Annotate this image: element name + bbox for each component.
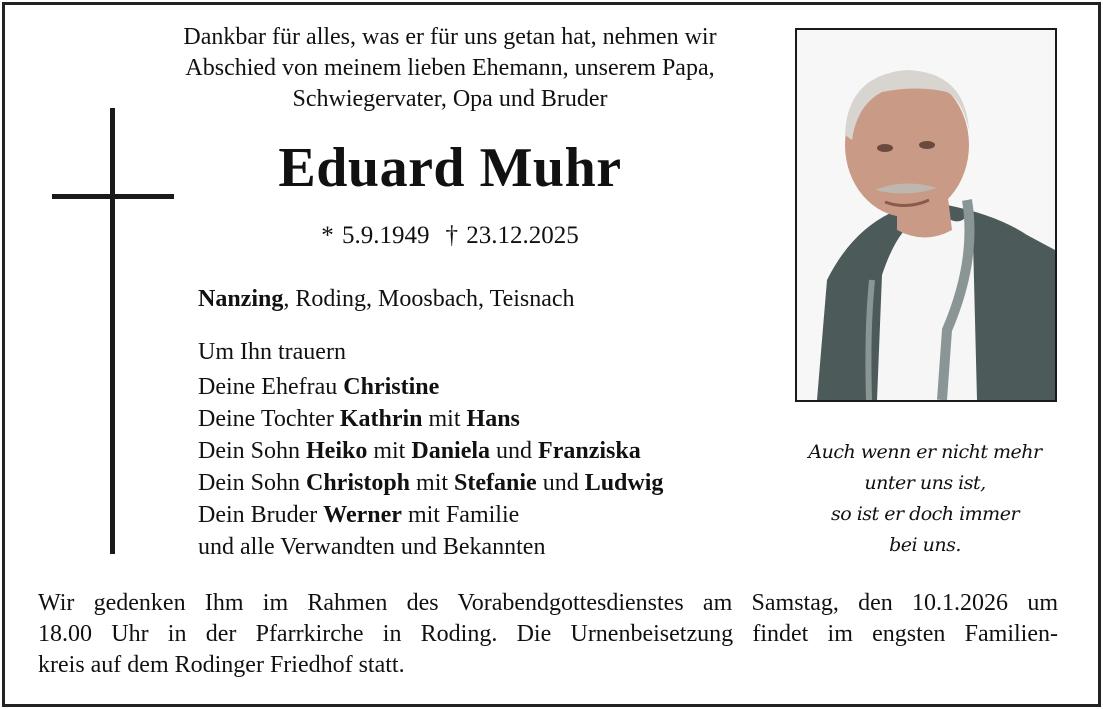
life-dates: [105, 220, 795, 252]
cross-icon: [110, 108, 115, 554]
intro-line: Abschied von meinem lieben Ehemann, unserem Papa,: [185, 55, 715, 81]
mourner-line: Deine Tochter Kathrin mit Hans: [198, 406, 520, 432]
places: [198, 284, 575, 314]
notice-line: kreis auf dem Rodinger Friedhof statt.: [38, 652, 405, 678]
portrait-photo: [795, 28, 1057, 402]
place-main: Nanzing: [198, 286, 284, 312]
quote-line: bei uns.: [889, 534, 961, 556]
notice-line: Wir gedenken Ihm im Rahmen des Vorabendgottesdienstes am Samstag, den 10.1.2026 um: [38, 590, 1058, 616]
memorial-quote: [790, 437, 1060, 561]
death-date: † 23.12.2025: [445, 222, 579, 249]
intro-line: Schwiegervater, Opa und Bruder: [292, 86, 608, 112]
mourner-line: und alle Verwandten und Bekannten: [198, 534, 546, 560]
deceased-name: Eduard Muhr: [278, 137, 622, 199]
intro-text: [105, 22, 795, 115]
cross-icon-bar: [52, 194, 174, 199]
mourners-intro: Um Ihn trauern: [198, 339, 346, 365]
notice-line: 18.00 Uhr in der Pfarrkirche in Roding. Die Urnenbeisetzung findet im engsten Familien-: [38, 621, 1058, 647]
mourners-list: [198, 371, 663, 563]
portrait-illustration: [797, 30, 1055, 400]
mourner-line: Dein Sohn Heiko mit Daniela und Franziska: [198, 438, 641, 464]
birth-date: * 5.9.1949: [321, 222, 430, 249]
quote-line: unter uns ist,: [864, 472, 986, 494]
quote-line: so ist er doch immer: [830, 503, 1020, 525]
place-rest: , Roding, Moosbach, Teisnach: [283, 286, 575, 312]
intro-line: Dankbar für alles, was er für uns getan hat, nehmen wir: [183, 24, 717, 50]
quote-line: Auch wenn er nicht mehr: [808, 441, 1042, 463]
service-notice: [38, 588, 1058, 681]
mourner-line: Dein Bruder Werner mit Familie: [198, 502, 520, 528]
mourner-line: Deine Ehefrau Christine: [198, 374, 440, 400]
mourner-line: Dein Sohn Christoph mit Stefanie und Ludwig: [198, 470, 664, 496]
